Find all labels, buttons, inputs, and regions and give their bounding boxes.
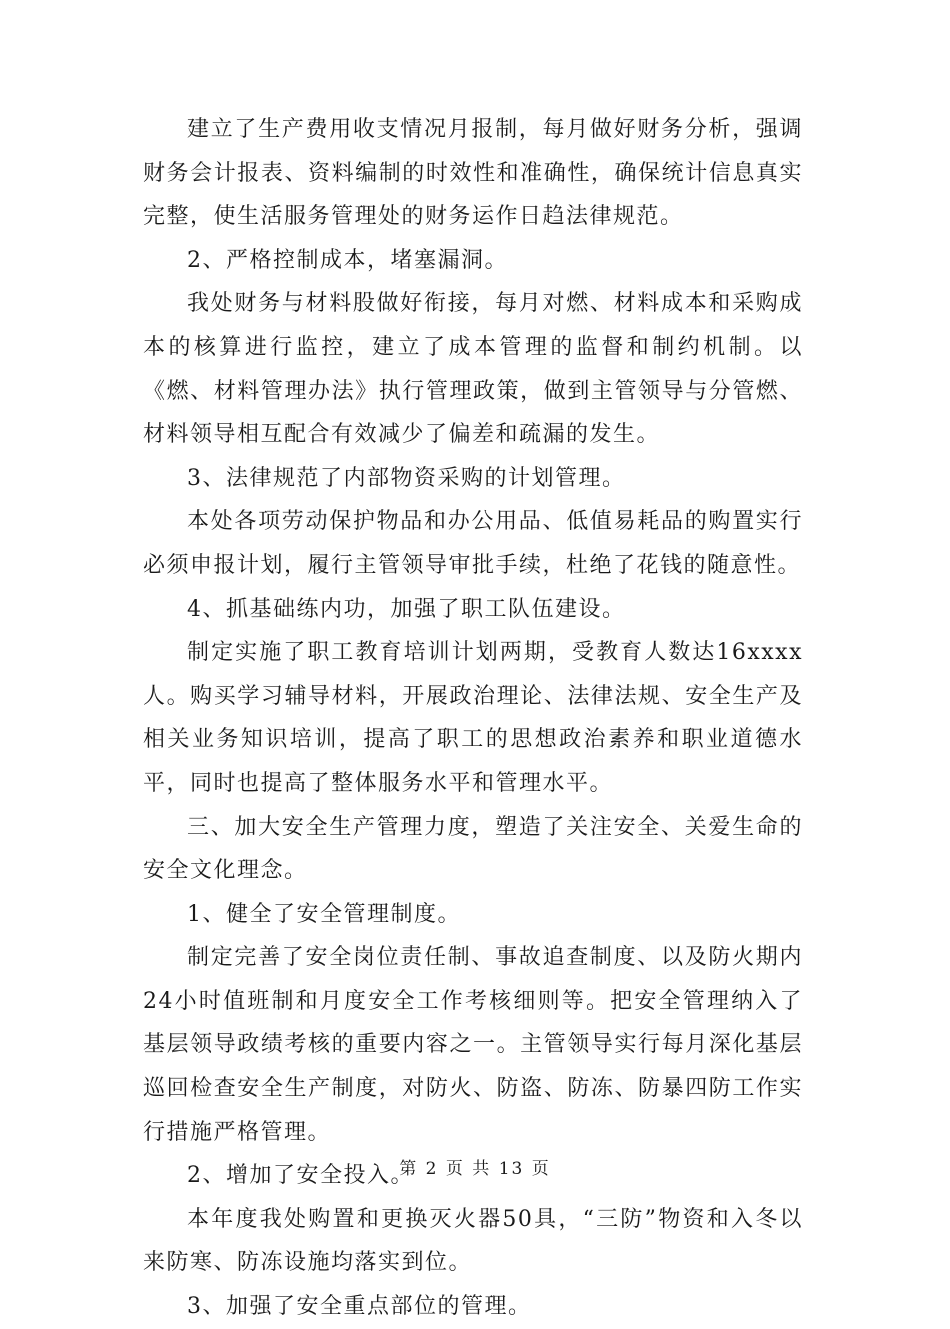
section-heading: 4、抓基础练内功，加强了职工队伍建设。 xyxy=(187,596,626,622)
paragraph: 建立了生产费用收支情况月报制，每月做好财务分析，强调财务会计报表、资料编制的时效性和准确性，确保统计信息真实完整，使生活服务管理处的财务运作日趋法律规范。 xyxy=(143,117,803,230)
section-heading: 3、法律规范了内部物资采购的计划管理。 xyxy=(187,465,626,491)
section-heading: 2、增加了安全投入。 xyxy=(187,1163,414,1189)
page-number-footer: 第 2 页 共 13 页 xyxy=(399,1159,551,1179)
chapter-heading: 三、加大安全生产管理力度，塑造了关注安全、关爱生命的安全文化理念。 xyxy=(143,814,803,884)
section-heading: 3、加强了安全重点部位的管理。 xyxy=(187,1294,532,1320)
section-heading: 2、严格控制成本，堵塞漏洞。 xyxy=(187,247,508,273)
paragraph: 制定实施了职工教育培训计划两期，受教育人数达16xxxx人。购买学习辅导材料，开展政治理论、法律法规、安全生产及相关业务知识培训，提高了职工的思想政治素养和职业道德水平，同时也提高了整体服务水平和管理水平。 xyxy=(143,640,803,796)
paragraph: 本年度我处购置和更换灭火器50具，“三防”物资和入冬以来防寒、防冻设施均落实到位。 xyxy=(143,1206,803,1276)
paragraph: 制定完善了安全岗位责任制、事故追查制度、以及防火期内24小时值班制和月度安全工作考核细则等。把安全管理纳入了基层领导政绩考核的重要内容之一。主管领导实行每月深化基层巡回检查安全生产制度，对防火、防盗、防冻、防暴四防工作实行措施严格管理。 xyxy=(143,945,803,1145)
paragraph: 我处财务与材料股做好衔接，每月对燃、材料成本和采购成本的核算进行监控，建立了成本管理的监督和制约机制。以《燃、材料管理办法》执行管理政策，做到主管领导与分管燃、材料领导相互配合有效减少了偏差和疏漏的发生。 xyxy=(143,291,803,448)
paragraph: 本处各项劳动保护物品和办公用品、低值易耗品的购置实行必须申报计划，履行主管领导审批手续，杜绝了花钱的随意性。 xyxy=(143,509,803,578)
document-body xyxy=(143,108,803,1329)
section-heading: 1、健全了安全管理制度。 xyxy=(187,901,461,927)
